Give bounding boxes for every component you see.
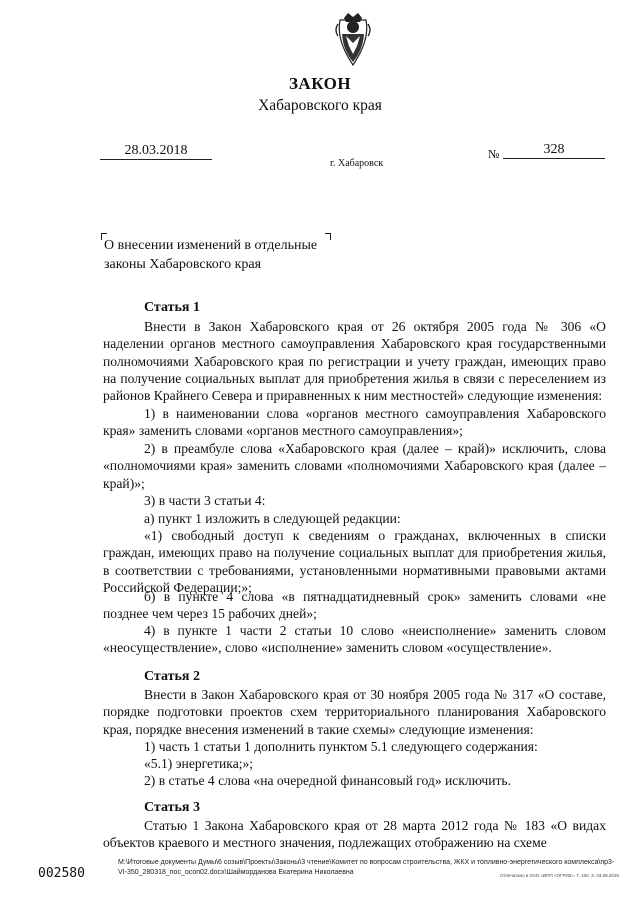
article-2-paragraph: 1) часть 1 статьи 1 дополнить пунктом 5.1 следующего содержания: bbox=[144, 739, 538, 754]
article-3-paragraph: Статью 1 Закона Хабаровского края от 28 марта 2012 года № 183 «О видах объектов краевого и местного значения, подлежащих отображению на схеме bbox=[103, 818, 606, 851]
number-label: № bbox=[488, 147, 500, 161]
article-2-paragraph: Внести в Закон Хабаровского края от 30 ноября 2005 года № 317 «О составе, порядке подготовки проектов схем территориального планирования Хабаровского края, порядке внесения изменений в такие схемы» следующие изменения: bbox=[103, 687, 606, 737]
law-title: ЗАКОН bbox=[288, 74, 352, 93]
article-1-paragraph: «1) свободный доступ к сведениям о гражданах, включенных в списки граждан, имеющих право на получение социальных выплат для приобретения жилья, в соответствии с требованиями, установленными нормативными правовыми актами Российской Федерации;»; bbox=[103, 528, 606, 595]
law-number: 328 bbox=[503, 141, 605, 159]
file-path: M:\Итоговые документы Думы\6 созыв\Проекты\Законы\3 чтение\Комитет по вопросам строительства, ЖКХ и топливно-энергетического комплекса\пр3-VI-350_280318_пос_осоп02.docx\Шайморданова Екатерина Николаевна bbox=[118, 859, 615, 876]
article-1-heading: Статья 1 bbox=[144, 300, 200, 315]
law-subject: О внесении изменений в отдельные законы Хабаровского края bbox=[104, 238, 318, 272]
article-2-paragraph: 2) в статье 4 слова «на очередной финансовый год» исключить. bbox=[144, 773, 512, 788]
khabarovsk-coat-of-arms-icon bbox=[330, 10, 376, 68]
article-1-paragraph: б) в пункте 4 слова «в пятнадцатидневный срок» заменить словами «не позднее чем через 15 рабочих дней»; bbox=[103, 589, 606, 622]
article-1-paragraph: а) пункт 1 изложить в следующей редакции: bbox=[144, 511, 401, 526]
article-1-paragraph: 1) в наименовании слова «органов местного самоуправления Хабаровского края» заменить словами «органов местного самоуправления»; bbox=[103, 406, 606, 439]
print-mark: Отпечатано в ОАО «ИПП «ОГРИЗ». Т. 100. З. 03.09.2016 bbox=[500, 873, 619, 878]
article-1-paragraph: 4) в пункте 1 части 2 статьи 10 слово «неисполнение» заменить словом «неосуществление», слово «исполнение» заменить словом «осуществление». bbox=[103, 623, 606, 656]
article-1-paragraph: 2) в преамбуле слова «Хабаровского края (далее – край)» исключить, слова «полномочиями края» заменить словами «полномочиями Хабаровского края (далее – край)»; bbox=[103, 441, 606, 491]
article-1-paragraph: Внести в Закон Хабаровского края от 26 октября 2005 года № 306 «О наделении органов местного самоуправления Хабаровского края государственными полномочиями Хабаровского края по регистрации и учету граждан, имеющих право на получение социальных выплат для приобретения жилья в связи с переселением из районов Крайнего Севера и приравненных к ним местностей» следующие изменения: bbox=[103, 319, 606, 404]
law-subtitle: Хабаровского края bbox=[258, 97, 382, 114]
law-date: 28.03.2018 bbox=[100, 142, 212, 160]
article-2-heading: Статья 2 bbox=[144, 669, 200, 684]
article-3-heading: Статья 3 bbox=[144, 800, 200, 815]
article-2-paragraph: «5.1) энергетика;»; bbox=[144, 756, 254, 771]
document-code: 002580 bbox=[38, 866, 85, 881]
article-1-paragraph: 3) в части 3 статьи 4: bbox=[144, 493, 266, 508]
city: г. Хабаровск bbox=[330, 158, 384, 169]
